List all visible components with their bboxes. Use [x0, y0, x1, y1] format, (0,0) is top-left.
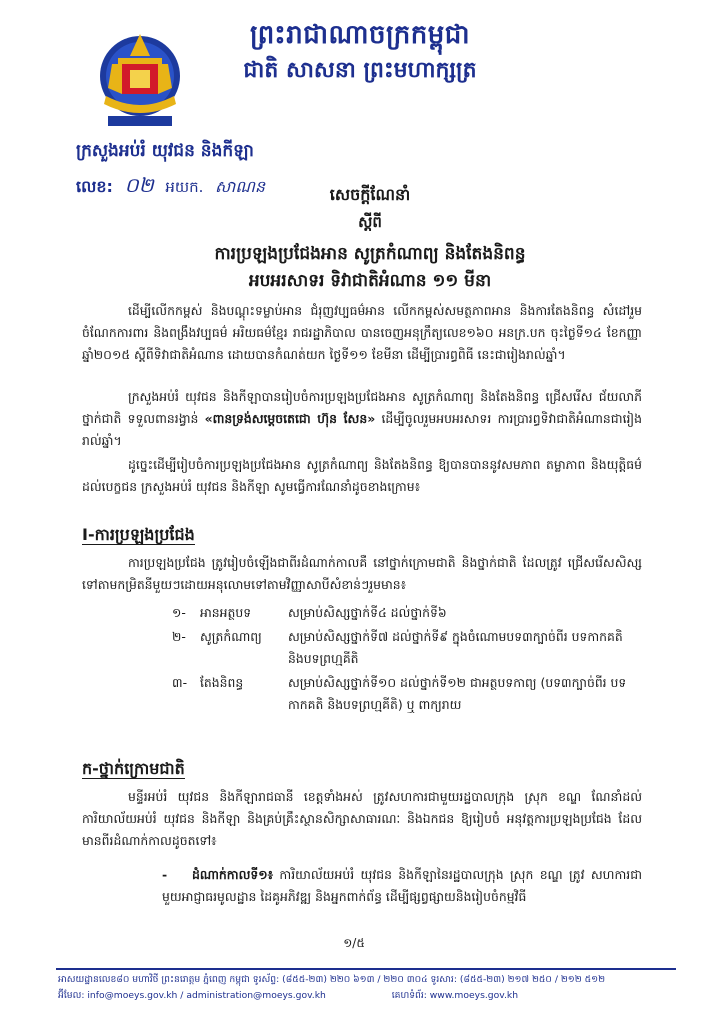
doc-subject-line1: ការប្រឡងប្រជែងអាន សូត្រកំណាព្យ និងតែងនិពន្ធ [214, 244, 526, 264]
section-heading-1-text: I-ការប្រឡងប្រជែង [82, 525, 195, 544]
list-item-name: អានអត្ថបទ [200, 605, 252, 620]
list-item-desc: សម្រាប់សិស្សថ្នាក់ទី៤ ដល់ថ្នាក់ទី៦ [288, 605, 447, 620]
kingdom-name: ព្រះរាជាណាចក្រកម្ពុជា [250, 20, 470, 50]
phase-bullet [162, 864, 642, 908]
paragraph-5-text: មន្ទីរអប់រំ យុវជន និងកីឡារាជធានី ខេត្តទាំងអស់ ត្រូវសហការជាមួយរដ្ឋបាលក្រុង ស្រុក ខណ្ឌ ណែនាំដល់ការិយាល័យអប់រំ យុវជន និងកីឡា និងគ្រប់គ្រឹះស្ថានសិក្សាសាធារណៈ និងឯកជន ឱ្យរៀបចំ អនុវត្តការប្រឡងប្រជែង ដែលមានពីរដំណាក់កាលដូចតទៅ៖ [82, 789, 642, 848]
list-item [172, 672, 642, 716]
website-label: គេហទំព័រ: [391, 990, 427, 1001]
motto-line: ជាតិ សាសនា ព្រះមហាក្សត្រ [243, 58, 477, 83]
exam-categories-list [172, 602, 642, 718]
list-item-name: សូត្រកំណាព្យ [200, 629, 262, 644]
ref-number: ០២ [124, 173, 154, 197]
national-motto [205, 18, 515, 86]
email-label: អ៊ីមែល: [58, 990, 85, 1001]
list-item-desc: សម្រាប់សិស្សថ្នាក់ទី៧ ដល់ថ្នាក់ទី៩ ក្នុងចំណោមបទ៣ក្បាច់ពីរ បទកាកគតិ និងបទព្រហ្មគីតិ [288, 629, 623, 666]
ministry-name: ក្រសួងអប់រំ យុវជន និងកីឡា [76, 141, 254, 161]
paragraph-2-text-a: ក្រសួងអប់រំ យុវជន និងកីឡាបានរៀបចំការប្រឡងប្រជែងអាន សូត្រកំណាព្យ និងតែងនិពន្ធ ជ្រើសរើស ជ័យលាភីថ្នាក់ជាតិ ទទួលពានរង្វាន់ [82, 389, 642, 426]
paragraph-4 [82, 552, 642, 596]
list-item [172, 626, 642, 670]
footer-divider [56, 968, 676, 970]
paragraph-1-text: ដើម្បីលើកកម្ពស់ និងបណ្តុះទម្លាប់អាន ជំរុញវប្បធម៌អាន លើកកម្ពស់សមត្ថភាពអាន និងការតែងនិពន្ធ សំដៅរួមចំណែកការពារ និងពង្រឹងវប្បធម៌ អរិយធម៌ខ្មែរ រាជរដ្ឋាភិបាល បានចេញអនុក្រឹត្យលេខ១៦០ អនក្រ.បក ចុះថ្ងៃទី១៤ ខែកញ្ញា ឆ្នាំ២០១៥ ស្តីពីទិវាជាតិអំណាន ដោយបានកំណត់យក ថ្ងៃទី១១ ខែមីនា ដើម្បីប្រារព្ធពិធី នេះជារៀងរាល់ឆ្នាំ។ [82, 303, 642, 362]
paragraph-2 [82, 386, 642, 452]
paragraph-3-text: ដូច្នេះដើម្បីរៀបចំការប្រឡងប្រជែងអាន សូត្រកំណាព្យ និងតែងនិពន្ធ ឱ្យបានបាននូវសមភាព តម្លាភាព និងយុត្តិធម៌ដល់បេក្ខជន ក្រសួងអប់រំ យុវជន និងកីឡា សូមធ្វើការណែនាំដូចខាងក្រោម៖ [82, 457, 642, 494]
award-name: «ពានទ្រង់សម្តេចតេជោ ហ៊ុន សែន» [204, 411, 376, 426]
footer-address: អាសយដ្ឋានលេខ៨០ មហាវិថី ព្រះនរោត្តម ភ្នំពេញ កម្ពុជា ទូរស័ព្ទ: (៨៥៥-២៣) ២២០ ៦១៣ / ២២០ ៣០៤ ទូរសារ: (៨៥៥-២៣) ២១៧ ២៥០ / ២១២ ៥១២ [58, 974, 606, 985]
list-item-name: តែងនិពន្ធ [200, 675, 244, 690]
paragraph-1 [82, 300, 642, 366]
ref-label: លេខ: [76, 177, 113, 196]
phase-text: ការិយាល័យអប់រំ យុវជន និងកីឡានៃរដ្ឋបាលក្រុង ស្រុក ខណ្ឌ ត្រូវ សហការជាមួយអាជ្ញាធរមូលដ្ឋាន ដៃគូអភិវឌ្ឍ និងអ្នកពាក់ព័ន្ធ ដើម្បីផ្សព្វផ្សាយនិងរៀបចំកម្មវិធី [162, 867, 642, 904]
paragraph-2-text-c: ដើម្បីចូលរួមអបអរសាទរ ការប្រារព្ធទិវាជាតិអំណានជារៀងរាល់ឆ្នាំ។ [82, 411, 642, 448]
paragraph-3 [82, 454, 642, 498]
ref-suffix: សាណន [215, 177, 265, 196]
ref-unit: អយក. [165, 178, 204, 196]
doc-title: សេចក្តីណែនាំ [329, 185, 411, 204]
phase-label: ដំណាក់កាលទី១៖ [192, 867, 274, 882]
section-heading-1 [82, 524, 195, 548]
list-item-number: ២- [172, 629, 186, 644]
paragraph-5 [82, 786, 642, 852]
doc-subject-line2: អបអរសាទរ ទិវាជាតិអំណាន ១១ មីនា [248, 271, 492, 291]
bullet-dash: - [162, 867, 168, 882]
page-number: ១/៥ [343, 936, 365, 950]
section-heading-2 [82, 758, 185, 782]
list-item [172, 602, 642, 624]
list-item-number: ១- [172, 605, 186, 620]
email-link[interactable]: info@moeys.gov.kh / administration@moeys.gov.kh [87, 990, 326, 1001]
ministry-emblem [92, 30, 188, 130]
list-item-desc: សម្រាប់សិស្សថ្នាក់ទី១០ ដល់ថ្នាក់ទី១២ ជាអត្ថបទកាព្យ (បទ៣ក្បាច់ពីរ បទកាកគតិ និងបទព្រហ្មគីតិ) ឬ ពាក្យរាយ [288, 675, 627, 712]
list-item-number: ៣- [172, 675, 188, 690]
footer-contact [58, 990, 678, 1003]
paragraph-4-text: ការប្រឡងប្រជែង ត្រូវរៀបចំឡើងជាពីរដំណាក់កាលគឺ នៅថ្នាក់ក្រោមជាតិ និងថ្នាក់ជាតិ ដែលត្រូវ ជ្រើសរើសសិស្សទៅតាមកម្រិតនីមួយៗដោយអនុលោមទៅតាមវិញ្ញាសាបីសំខាន់ៗរួមមាន៖ [82, 555, 642, 592]
website-link[interactable]: www.moeys.gov.kh [429, 990, 519, 1001]
doc-title-about: ស្តីពី [358, 213, 382, 231]
section-heading-2-text: ក-ថ្នាក់ក្រោមជាតិ [82, 759, 185, 778]
